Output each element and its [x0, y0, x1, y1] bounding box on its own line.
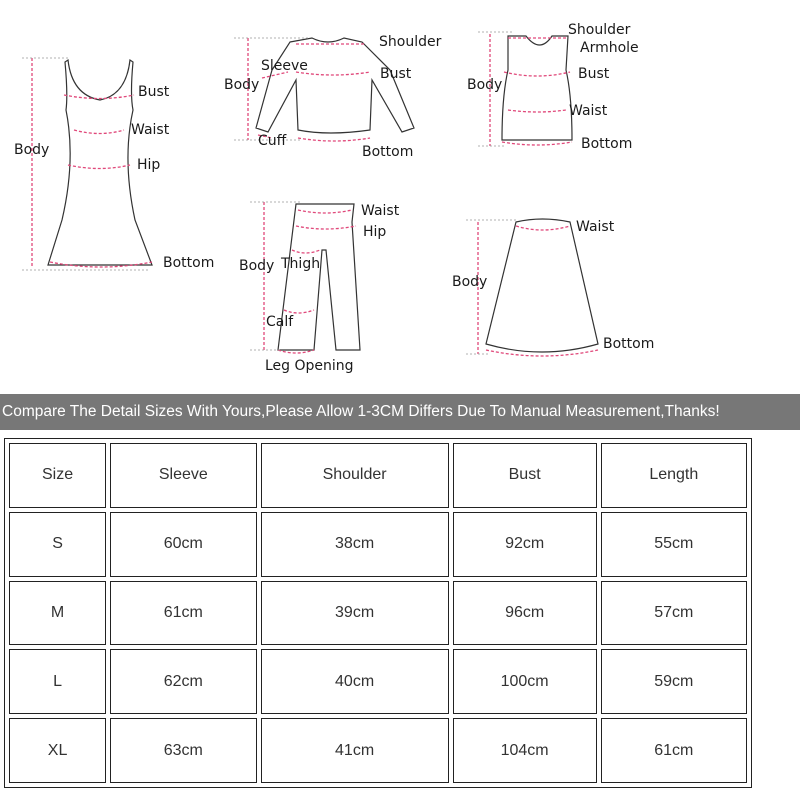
table-row	[9, 649, 747, 714]
shirt-cuff-label: Cuff	[258, 133, 287, 149]
table-cell: M	[9, 581, 106, 646]
tank-waist-label: Waist	[569, 103, 608, 119]
table-cell: 61cm	[601, 718, 747, 783]
shirt-sleeve-label: Sleeve	[261, 58, 308, 74]
shirt-shoulder-label: Shoulder	[379, 34, 442, 50]
table-cell: 41cm	[261, 718, 449, 783]
table-row	[9, 581, 747, 646]
dress-bottom-label: Bottom	[163, 255, 215, 271]
table-header-row	[9, 443, 747, 508]
shirt-sketch	[234, 38, 414, 141]
table-cell: 100cm	[453, 649, 597, 714]
table-cell: 39cm	[261, 581, 449, 646]
table-cell: 40cm	[261, 649, 449, 714]
table-cell: 92cm	[453, 512, 597, 577]
table-cell: 60cm	[110, 512, 256, 577]
pants-sketch	[250, 202, 360, 353]
pants-calf-label: Calf	[266, 314, 294, 330]
dress-hip-label: Hip	[137, 157, 161, 173]
shirt-bottom-label: Bottom	[362, 144, 414, 160]
notice-text: Compare The Detail Sizes With Yours,Please Allow 1-3CM Differs Due To Manual Measurement,Thanks!	[2, 403, 720, 420]
table-cell: 63cm	[110, 718, 256, 783]
table-row	[9, 512, 747, 577]
pants-hip-label: Hip	[363, 224, 387, 240]
header-cell: Length	[601, 443, 747, 508]
table-cell: S	[9, 512, 106, 577]
header-cell: Shoulder	[261, 443, 449, 508]
pants-thigh-label: Thigh	[281, 256, 321, 272]
table-cell: 57cm	[601, 581, 747, 646]
table-cell: 62cm	[110, 649, 256, 714]
measurement-notice-banner	[0, 394, 800, 430]
table-cell: 96cm	[453, 581, 597, 646]
table-cell: XL	[9, 718, 106, 783]
tank-shoulder-label: Shoulder	[568, 22, 631, 38]
pants-body-label: Body	[239, 258, 275, 274]
header-cell: Sleeve	[110, 443, 256, 508]
table-cell: L	[9, 649, 106, 714]
dress-sketch	[22, 58, 152, 270]
tank-bottom-label: Bottom	[581, 136, 633, 152]
shirt-bust-label: Bust	[380, 66, 412, 82]
table-cell: 59cm	[601, 649, 747, 714]
header-cell: Bust	[453, 443, 597, 508]
skirt-bottom-label: Bottom	[603, 336, 655, 352]
table-row	[9, 718, 747, 783]
size-table	[4, 438, 752, 788]
header-cell: Size	[9, 443, 106, 508]
table-cell: 104cm	[453, 718, 597, 783]
dress-bust-label: Bust	[138, 84, 170, 100]
skirt-body-label: Body	[452, 274, 488, 290]
skirt-waist-label: Waist	[576, 219, 615, 235]
table-cell: 38cm	[261, 512, 449, 577]
table-cell: 55cm	[601, 512, 747, 577]
pants-waist-label: Waist	[361, 203, 400, 219]
pants-leg-opening-label: Leg Opening	[265, 358, 354, 374]
dress-body-label: Body	[14, 142, 50, 158]
shirt-body-label: Body	[224, 77, 260, 93]
measurement-diagrams	[0, 0, 800, 394]
garment-sketches	[0, 0, 800, 394]
dress-waist-label: Waist	[131, 122, 170, 138]
tank-armhole-label: Armhole	[580, 40, 639, 56]
tank-body-label: Body	[467, 77, 503, 93]
table-cell: 61cm	[110, 581, 256, 646]
tank-bust-label: Bust	[578, 66, 610, 82]
